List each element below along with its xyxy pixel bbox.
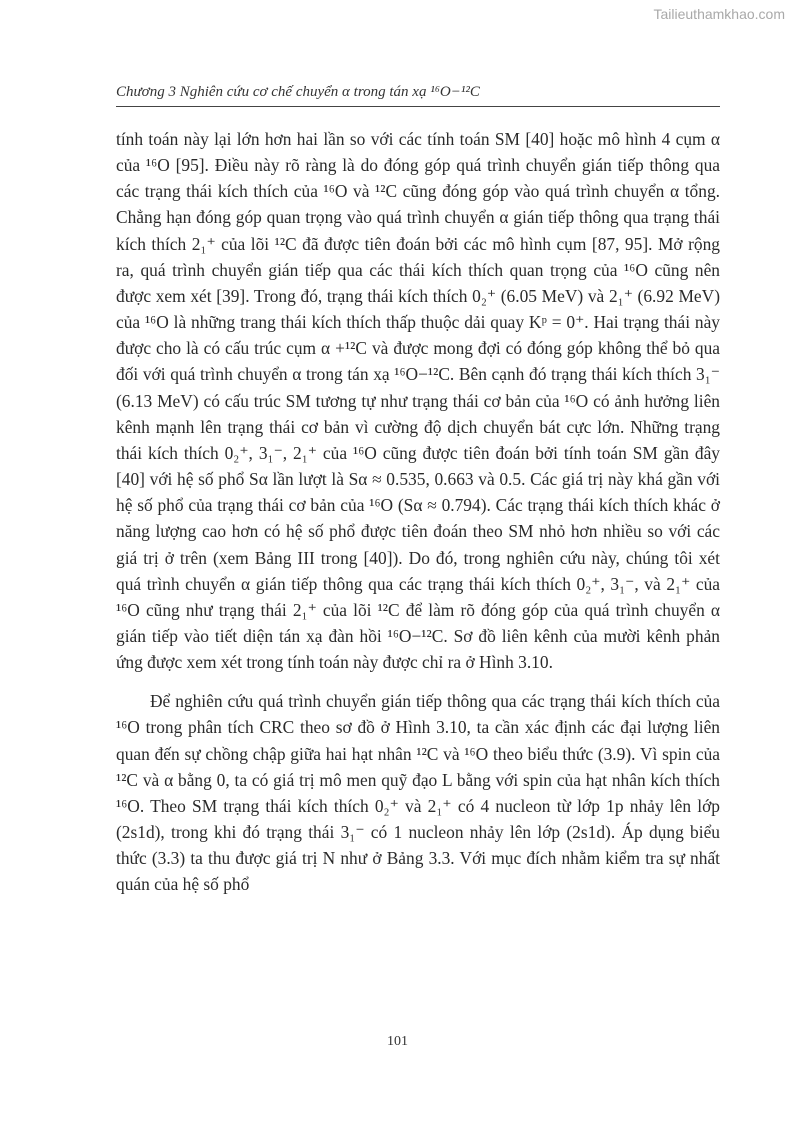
- chapter-header: Chương 3 Nghiên cứu cơ chế chuyển α trong tán xạ ¹⁶O−¹²C: [116, 84, 480, 100]
- watermark-text: Tailieuthamkhao.com: [653, 6, 785, 22]
- header-divider: [116, 106, 720, 107]
- paragraph-1: tính toán này lại lớn hơn hai lần so với các tính toán SM [40] hoặc mô hình 4 cụm α của ¹⁶O [95]. Điều này rõ ràng là do đóng góp quá trình chuyển gián tiếp thông qua các trạng thái kích thích của ¹⁶O và ¹²C cũng đóng góp vào quá trình chuyển α tổng. Chẳng hạn đóng góp quan trọng vào quá trình chuyển α gián tiếp thông qua trạng thái kích thích 2₁⁺ của lõi ¹²C đã được tiên đoán bởi các mô hình cụm [87, 95]. Mở rộng ra, quá trình chuyển gián tiếp qua các thái kích thích quan trọng của ¹⁶O cũng nên được xem xét [39]. Trong đó, trạng thái kích thích 0₂⁺ (6.05 MeV) và 2₁⁺ (6.92 MeV) của ¹⁶O là những trang thái kích thích thấp thuộc dải quay Kᵖ = 0⁺. Hai trạng thái này được cho là có cấu trúc cụm α +¹²C và được mong đợi có đóng góp không thể bỏ qua đối với quá trình chuyển α trong tán xạ ¹⁶O−¹²C. Bên cạnh đó trạng thái kích thích 3₁⁻ (6.13 MeV) có cấu trúc SM tương tự như trạng thái cơ bản của ¹⁶O có ảnh hưởng liên kênh mạnh lên trạng thái cơ bản vì cường độ dịch chuyển bát cực lớn. Những trạng thái kích thích 0₂⁺, 3₁⁻, 2₁⁺ của ¹⁶O cũng được tiên đoán bởi tính toán SM gần đây [40] với hệ số phổ Sα lần lượt là Sα ≈ 0.535, 0.663 và 0.5. Các giá trị này khá gần với hệ số phổ của trạng thái cơ bản của ¹⁶O (Sα ≈ 0.794). Các trạng thái kích thích khác ở năng lượng cao hơn có hệ số phổ được tiên đoán theo SM nhỏ hơn nhiều so với các giá trị ở trên (xem Bảng III trong [40]). Do đó, trong nghiên cứu này, chúng tôi xét quá trình chuyển α gián tiếp thông qua các trạng thái kích thích 0₂⁺, 3₁⁻, và 2₁⁺ của ¹⁶O cũng như trạng thái 2₁⁺ của lõi ¹²C để làm rõ đóng góp của quá trình chuyển α gián tiếp vào tiết diện tán xạ đàn hồi ¹⁶O−¹²C. Sơ đồ liên kênh của mười kênh phản ứng được xem xét trong tính toán này được chỉ ra ở Hình 3.10.: [116, 129, 720, 673]
- page-number: 101: [387, 1034, 408, 1049]
- paragraph-2: Để nghiên cứu quá trình chuyển gián tiếp thông qua các trạng thái kích thích của ¹⁶O trong phân tích CRC theo sơ đồ ở Hình 3.10, ta cần xác định các đại lượng liên quan đến sự chồng chập giữa hai hạt nhân ¹²C và ¹⁶O theo biểu thức (3.9). Vì spin của ¹²C và α bằng 0, ta có giá trị mô men quỹ đạo L bằng với spin của hạt nhân kích thích ¹⁶O. Theo SM trạng thái kích thích 0₂⁺ và 2₁⁺ có 4 nucleon từ lớp 1p nhảy lên lớp (2s1d), trong khi đó trạng thái 3₁⁻ có 1 nucleon nhảy lên lớp (2s1d). Áp dụng biểu thức (3.3) ta thu được giá trị N như ở Bảng 3.3. Với mục đích nhằm kiểm tra sự nhất quán của hệ số phổ: [116, 691, 720, 895]
- page-body: [116, 126, 720, 898]
